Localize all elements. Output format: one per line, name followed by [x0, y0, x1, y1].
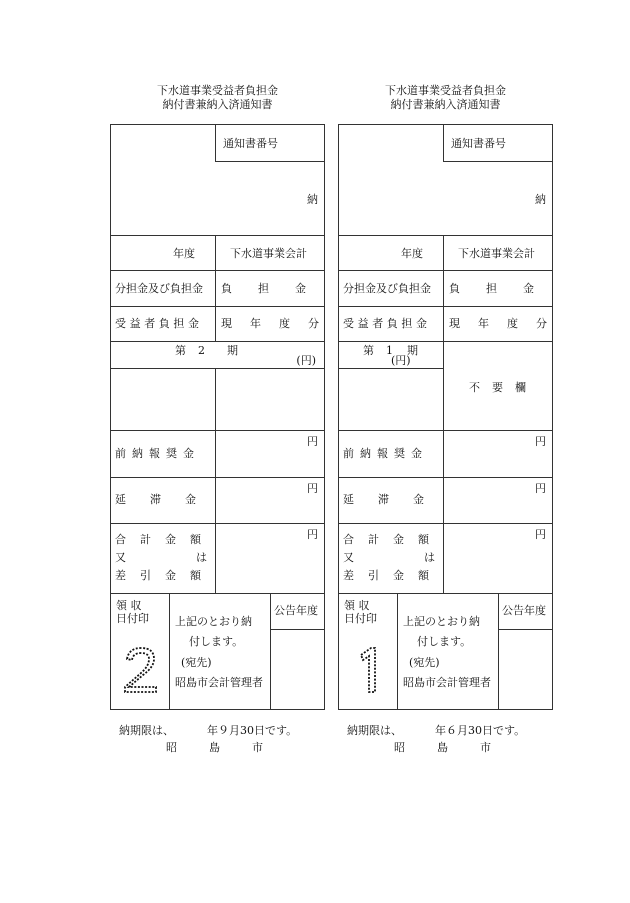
- charge-type-label: 負担金: [449, 282, 560, 295]
- city-name: 昭島市: [166, 741, 295, 754]
- deadline-prefix: 納期限は、: [119, 724, 174, 737]
- period-suffix: 期: [407, 344, 418, 357]
- slip-table: [110, 124, 337, 710]
- net-amount-label: 差引金額: [343, 569, 443, 582]
- payment-note-line1: 上記のとおり納: [403, 615, 480, 628]
- deadline-prefix: 納期限は、: [347, 724, 402, 737]
- prepayment-reward-label: 前納報奨金: [343, 447, 428, 460]
- charge-type-label: 負担金: [221, 282, 332, 295]
- fiscal-year-label: 年度: [401, 247, 423, 260]
- nou-label: 納: [535, 193, 546, 206]
- total-amount-label: 合計金額: [115, 533, 215, 546]
- or-label: 又は: [343, 551, 505, 564]
- receipt-date-stamp-label: 日付印: [344, 612, 377, 625]
- slip-table: [338, 124, 565, 710]
- addressee-label: (宛先): [409, 656, 440, 669]
- slip-heading: [338, 84, 553, 111]
- late-fee-yen-unit: 円: [535, 482, 546, 495]
- notice-number-label: 通知書番号: [451, 137, 506, 150]
- deadline-line: [119, 724, 297, 737]
- beneficiary-charge-label: 受益者負担金: [115, 317, 203, 330]
- fiscal-year-label: 年度: [173, 247, 195, 260]
- total-yen-unit: 円: [535, 528, 546, 541]
- deadline-date: 年６月30日です。: [435, 724, 526, 737]
- not-required-column-label: 不要欄: [469, 381, 538, 394]
- public-notice-year-label: 公告年度: [502, 604, 546, 617]
- total-amount-label: 合計金額: [343, 533, 443, 546]
- beneficiary-charge-label: 受益者負担金: [343, 317, 431, 330]
- slip-heading-line2: 納付書兼納入済通知書: [390, 97, 501, 111]
- slip-heading-line2: 納付書兼納入済通知書: [162, 97, 273, 111]
- payment-note-line2: 付します。: [189, 635, 244, 648]
- net-amount-label: 差引金額: [115, 569, 215, 582]
- yen-unit: (円): [296, 354, 316, 367]
- nou-label: 納: [307, 193, 318, 206]
- receipt-label-1: 領 収: [344, 599, 370, 612]
- large-period-number-1: [353, 645, 383, 695]
- or-label-text: 又は: [115, 551, 277, 564]
- current-year-label: 現年度分: [449, 317, 565, 330]
- current-year-label: 現年度分: [221, 317, 337, 330]
- yen-unit: (円): [391, 354, 411, 367]
- period-number: 2: [198, 344, 205, 357]
- payment-note-line1: 上記のとおり納: [175, 615, 252, 628]
- category-label: 分担金及び負担金: [115, 282, 203, 295]
- prepayment-yen-unit: 円: [535, 435, 546, 448]
- receipt-date-stamp-label: 日付印: [116, 612, 149, 625]
- deadline-line: [347, 724, 525, 737]
- notice-number-label: [223, 137, 319, 150]
- period-number: 1: [386, 344, 393, 357]
- late-fee-label: 延滞金: [343, 493, 448, 506]
- prepayment-yen-unit: 円: [307, 435, 318, 448]
- period-prefix: 第: [363, 344, 374, 357]
- category-label: 分担金及び負担金: [343, 282, 431, 295]
- period-prefix: 第: [175, 344, 186, 357]
- slip-heading: [110, 84, 325, 111]
- accounting-manager-label: 昭島市会計管理者: [175, 676, 263, 689]
- addressee-label: (宛先): [181, 656, 212, 669]
- city-name: 昭島市: [394, 741, 523, 754]
- payment-note-line2: 付します。: [417, 635, 472, 648]
- account-label: 下水道事業会計: [230, 247, 307, 260]
- slip-heading-line1: 下水道事業受益者負担金: [157, 84, 278, 97]
- accounting-manager-label: 昭島市会計管理者: [403, 676, 491, 689]
- late-fee-yen-unit: 円: [307, 482, 318, 495]
- period-label: [175, 344, 238, 357]
- late-fee-label: 延滞金: [115, 493, 220, 506]
- period-suffix: 期: [227, 344, 238, 357]
- account-label: 下水道事業会計: [458, 247, 535, 260]
- notice-number-label-text: 通知書番号: [223, 137, 278, 150]
- or-label: [115, 551, 277, 564]
- total-yen-unit: 円: [307, 528, 318, 541]
- large-period-number-2: [121, 645, 161, 695]
- deadline-date: 年９月30日です。: [207, 724, 298, 737]
- receipt-label-1: 領 収: [116, 599, 142, 612]
- prepayment-reward-label: 前納報奨金: [115, 447, 200, 460]
- public-notice-year-label: 公告年度: [274, 604, 318, 617]
- slip-heading-line1: 下水道事業受益者負担金: [385, 84, 506, 97]
